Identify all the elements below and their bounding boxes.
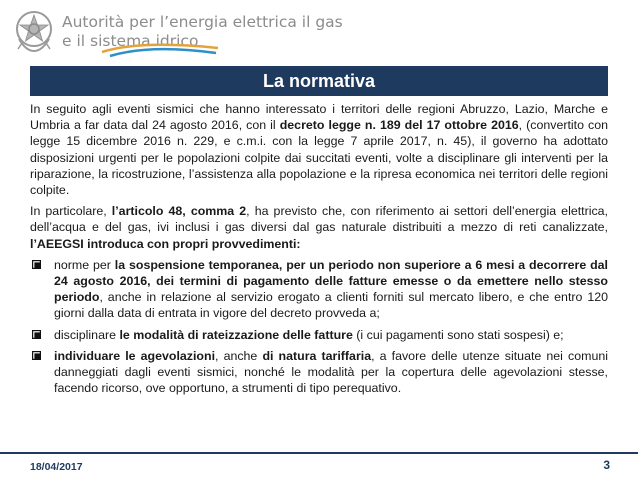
bold-text-run: l’articolo 48, comma 2 bbox=[111, 204, 247, 219]
checkbox-icon bbox=[32, 330, 41, 339]
intro-paragraph bbox=[30, 101, 608, 198]
bold-text-run: di natura tariffaria bbox=[262, 348, 372, 363]
text-run: norme per bbox=[54, 257, 115, 272]
bold-text-run: decreto legge n. 189 del 17 ottobre 2016 bbox=[279, 118, 519, 133]
text-run: , a favore delle utenze situate nei comuni danneggiati dagli eventi sismici, nonché le modalità per la copertura delle agevolazioni stesse, facendo ricorso, ove opportuno, a strumenti di tipo perequativo. bbox=[54, 348, 608, 396]
logo-swoosh-decoration bbox=[100, 38, 220, 58]
text-run: In seguito agli eventi sismici che hanno interessato i territori delle regioni Abruzzo, Lazio, Marche e Umbria a far data dal 24 agosto 2016, con il bbox=[30, 102, 608, 133]
footer-date: 18/04/2017 bbox=[30, 461, 83, 473]
page-number: 3 bbox=[603, 458, 610, 472]
bold-text-run: l’AEEGSI introduca con propri provvedimenti: bbox=[30, 236, 301, 251]
text-run: (i cui pagamenti sono stati sospesi) e; bbox=[352, 327, 564, 342]
authority-name-line1: Autorità per l’energia elettrica il gas bbox=[62, 13, 343, 31]
text-run: , anche bbox=[215, 348, 263, 363]
checkbox-icon bbox=[32, 351, 41, 360]
authority-logo bbox=[14, 6, 354, 58]
bullet-item bbox=[30, 348, 608, 397]
text-run: , ha previsto che, con riferimento ai settori dell’energia elettrica, dell’acqua e del gas, ivi inclusi i gas diversi dal gas naturale distribuiti a mezzo di reti canalizzate, bbox=[30, 204, 609, 235]
text-run: In particolare, bbox=[30, 204, 112, 219]
slide-content bbox=[30, 101, 608, 401]
italian-republic-emblem-icon bbox=[14, 7, 54, 53]
footer-divider bbox=[0, 452, 638, 454]
bold-text-run: le modalità di rateizzazione delle fatture bbox=[119, 327, 353, 342]
bullet-text bbox=[54, 349, 608, 395]
article-paragraph bbox=[30, 203, 608, 252]
bullet-item bbox=[30, 327, 608, 343]
text-run: , (convertito con legge 15 dicembre 2016 n. 229, e c.m.i. con la legge 7 aprile 2017, n. 45), il governo ha adottato disposizioni urgenti per le popolazioni colpite dai succitati eventi, volte a disciplinare gli interventi per la riparazione, la ricostruzione, l’assistenza alla popolazione e la ripresa economica nei territori delle regioni colpite. bbox=[30, 118, 608, 198]
bold-text-run: individuare le agevolazioni bbox=[54, 348, 216, 363]
bullet-text bbox=[54, 328, 564, 342]
checkbox-icon bbox=[32, 260, 41, 269]
text-run: disciplinare bbox=[54, 327, 120, 342]
slide-title: La normativa bbox=[30, 66, 608, 96]
bullet-text bbox=[54, 258, 608, 321]
bold-text-run: la sospensione temporanea, per un periodo non superiore a 6 mesi a decorrere dal 24 agosto 2016, dei termini di pagamento delle fatture emesse o da emettere nello stesso periodo bbox=[54, 257, 608, 305]
authority-name-line2: e il sistema idrico bbox=[62, 32, 199, 50]
bullet-item bbox=[30, 257, 608, 322]
text-run: , anche in relazione al servizio erogato a clienti forniti sul mercato libero, e che entro 120 giorni dalla data di entrata in vigore del decreto provveda a; bbox=[54, 290, 608, 321]
